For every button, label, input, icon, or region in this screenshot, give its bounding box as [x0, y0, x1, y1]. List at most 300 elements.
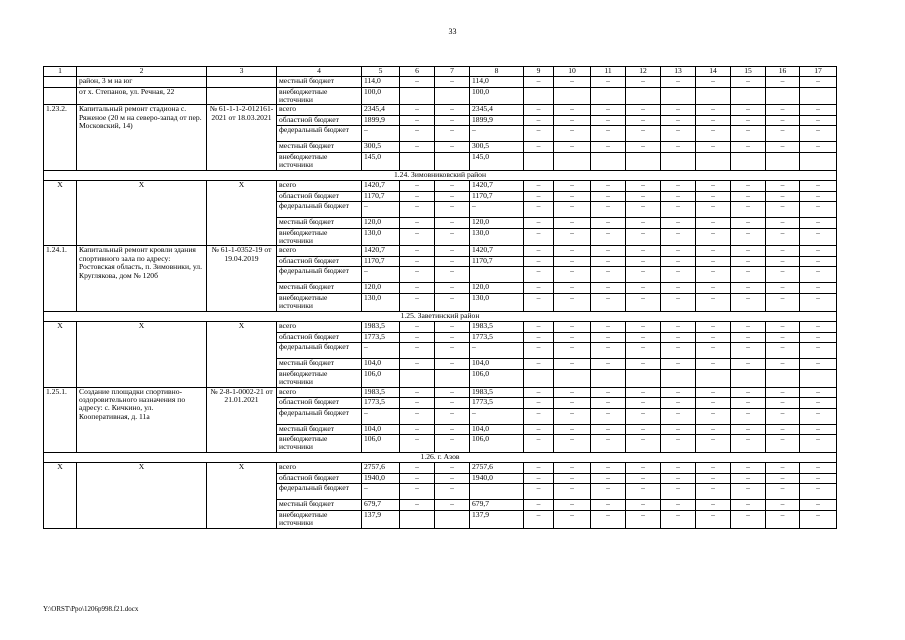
- value-cell: –: [661, 202, 696, 218]
- value-cell: –: [554, 142, 591, 153]
- permit-number: Х: [207, 463, 277, 528]
- value-cell: –: [696, 510, 731, 528]
- section-title: 1.26. г. Азов: [44, 452, 837, 463]
- value-cell: –: [731, 408, 766, 424]
- value-cell: –: [766, 510, 800, 528]
- col-header: 1: [44, 67, 77, 77]
- funding-source: внебюджетные источники: [277, 228, 362, 246]
- value-cell: –: [524, 246, 554, 257]
- funding-source: местный бюджет: [277, 142, 362, 153]
- value-cell: –: [731, 510, 766, 528]
- value-cell: –: [400, 77, 435, 88]
- value-cell: –: [524, 267, 554, 283]
- value-cell: –: [661, 228, 696, 246]
- value-cell: –: [626, 77, 661, 88]
- value-cell: –: [591, 126, 626, 142]
- value-cell: –: [626, 115, 661, 126]
- value-cell: 104,0: [470, 424, 524, 435]
- value-cell: [661, 87, 696, 105]
- value-cell: –: [696, 115, 731, 126]
- value-cell: [626, 152, 661, 170]
- value-cell: –: [435, 408, 470, 424]
- value-cell: –: [524, 343, 554, 359]
- value-cell: –: [400, 484, 435, 500]
- value-cell: –: [766, 191, 800, 202]
- value-cell: –: [524, 126, 554, 142]
- value-cell: –: [696, 267, 731, 283]
- value-cell: 2345,4: [470, 105, 524, 116]
- value-cell: 120,0: [362, 283, 400, 294]
- value-cell: –: [400, 332, 435, 343]
- value-cell: [661, 369, 696, 387]
- value-cell: –: [800, 332, 837, 343]
- value-cell: 145,0: [362, 152, 400, 170]
- value-cell: –: [470, 202, 524, 218]
- section-title: 1.24. Зимовниковский район: [44, 170, 837, 181]
- value-cell: –: [591, 191, 626, 202]
- value-cell: –: [731, 463, 766, 474]
- value-cell: –: [591, 500, 626, 511]
- value-cell: –: [696, 191, 731, 202]
- item-name: район, 3 м на юг: [77, 77, 207, 88]
- value-cell: –: [696, 398, 731, 409]
- value-cell: –: [591, 510, 626, 528]
- value-cell: [400, 152, 435, 170]
- value-cell: 106,0: [362, 369, 400, 387]
- value-cell: 104,0: [470, 359, 524, 370]
- value-cell: –: [661, 332, 696, 343]
- value-cell: –: [626, 293, 661, 311]
- value-cell: –: [766, 500, 800, 511]
- value-cell: –: [661, 343, 696, 359]
- funding-source: федеральный бюджет: [277, 202, 362, 218]
- value-cell: –: [554, 387, 591, 398]
- value-cell: –: [435, 322, 470, 333]
- table-row: [44, 463, 837, 474]
- value-cell: –: [696, 473, 731, 484]
- value-cell: –: [524, 202, 554, 218]
- value-cell: 1773,5: [362, 398, 400, 409]
- value-cell: 130,0: [470, 293, 524, 311]
- value-cell: –: [661, 181, 696, 192]
- value-cell: –: [435, 343, 470, 359]
- value-cell: –: [766, 218, 800, 229]
- value-cell: 145,0: [470, 152, 524, 170]
- value-cell: –: [400, 424, 435, 435]
- value-cell: –: [435, 332, 470, 343]
- value-cell: –: [626, 484, 661, 500]
- value-cell: –: [696, 500, 731, 511]
- funding-source: областной бюджет: [277, 115, 362, 126]
- value-cell: –: [800, 343, 837, 359]
- value-cell: 130,0: [362, 228, 400, 246]
- value-cell: [435, 87, 470, 105]
- value-cell: –: [661, 267, 696, 283]
- value-cell: –: [766, 77, 800, 88]
- value-cell: –: [524, 322, 554, 333]
- value-cell: 1773,5: [362, 332, 400, 343]
- value-cell: 1983,5: [362, 387, 400, 398]
- value-cell: –: [626, 343, 661, 359]
- funding-source: федеральный бюджет: [277, 484, 362, 500]
- value-cell: –: [435, 256, 470, 267]
- value-cell: –: [766, 142, 800, 153]
- value-cell: 1170,7: [362, 256, 400, 267]
- value-cell: –: [731, 105, 766, 116]
- value-cell: 120,0: [470, 283, 524, 294]
- value-cell: –: [766, 126, 800, 142]
- value-cell: [554, 369, 591, 387]
- value-cell: [524, 87, 554, 105]
- permit-number: [207, 77, 277, 88]
- value-cell: –: [591, 202, 626, 218]
- value-cell: –: [696, 142, 731, 153]
- value-cell: –: [362, 267, 400, 283]
- value-cell: –: [661, 105, 696, 116]
- value-cell: –: [766, 398, 800, 409]
- value-cell: 1899,9: [470, 115, 524, 126]
- funding-source: внебюджетные источники: [277, 369, 362, 387]
- value-cell: 1773,5: [470, 398, 524, 409]
- value-cell: –: [400, 463, 435, 474]
- value-cell: –: [731, 293, 766, 311]
- value-cell: –: [800, 267, 837, 283]
- value-cell: –: [554, 246, 591, 257]
- value-cell: –: [626, 424, 661, 435]
- value-cell: –: [554, 500, 591, 511]
- page-number: 33: [448, 27, 457, 36]
- value-cell: –: [435, 246, 470, 257]
- value-cell: [554, 87, 591, 105]
- value-cell: 106,0: [470, 435, 524, 453]
- value-cell: –: [696, 181, 731, 192]
- value-cell: 130,0: [362, 293, 400, 311]
- value-cell: –: [766, 408, 800, 424]
- table-row: [44, 77, 837, 88]
- value-cell: –: [766, 424, 800, 435]
- value-cell: –: [661, 359, 696, 370]
- value-cell: [696, 87, 731, 105]
- value-cell: [470, 267, 524, 283]
- item-name: Создание площадки спортивно-оздоровительного назначения по адресу: с. Кичкино, ул. Кооперативная, д. 11а: [77, 387, 207, 452]
- value-cell: –: [696, 77, 731, 88]
- value-cell: –: [766, 246, 800, 257]
- value-cell: –: [766, 322, 800, 333]
- value-cell: –: [731, 424, 766, 435]
- value-cell: –: [696, 105, 731, 116]
- value-cell: 137,9: [470, 510, 524, 528]
- value-cell: –: [696, 283, 731, 294]
- funding-source: местный бюджет: [277, 500, 362, 511]
- value-cell: 1940,0: [470, 473, 524, 484]
- value-cell: –: [731, 115, 766, 126]
- value-cell: –: [661, 435, 696, 453]
- value-cell: –: [800, 191, 837, 202]
- value-cell: –: [591, 218, 626, 229]
- value-cell: –: [731, 77, 766, 88]
- col-header: 13: [661, 67, 696, 77]
- funding-source: внебюджетные источники: [277, 87, 362, 105]
- value-cell: –: [766, 463, 800, 474]
- value-cell: –: [591, 359, 626, 370]
- value-cell: 300,5: [362, 142, 400, 153]
- value-cell: –: [524, 435, 554, 453]
- item-number: Х: [44, 181, 77, 246]
- value-cell: –: [524, 463, 554, 474]
- value-cell: –: [400, 142, 435, 153]
- table-row: [44, 322, 837, 333]
- value-cell: –: [626, 359, 661, 370]
- value-cell: [661, 152, 696, 170]
- col-header: 4: [277, 67, 362, 77]
- col-header: 6: [400, 67, 435, 77]
- value-cell: –: [661, 77, 696, 88]
- value-cell: –: [524, 293, 554, 311]
- value-cell: [731, 87, 766, 105]
- value-cell: –: [524, 228, 554, 246]
- value-cell: –: [524, 181, 554, 192]
- value-cell: 1420,7: [470, 181, 524, 192]
- value-cell: –: [524, 142, 554, 153]
- value-cell: –: [435, 359, 470, 370]
- value-cell: 1170,7: [362, 191, 400, 202]
- funding-source: всего: [277, 246, 362, 257]
- value-cell: –: [435, 463, 470, 474]
- value-cell: –: [435, 126, 470, 142]
- funding-source: областной бюджет: [277, 191, 362, 202]
- value-cell: –: [524, 484, 554, 500]
- value-cell: –: [696, 343, 731, 359]
- permit-number: № 61-1-1-2-012161-2021 от 18.03.2021: [207, 105, 277, 170]
- value-cell: 1420,7: [362, 181, 400, 192]
- value-cell: –: [800, 424, 837, 435]
- value-cell: –: [400, 267, 435, 283]
- value-cell: –: [800, 293, 837, 311]
- value-cell: –: [554, 218, 591, 229]
- value-cell: –: [591, 228, 626, 246]
- value-cell: –: [362, 484, 400, 500]
- value-cell: [696, 369, 731, 387]
- value-cell: –: [435, 293, 470, 311]
- funding-source: областной бюджет: [277, 398, 362, 409]
- value-cell: –: [524, 115, 554, 126]
- value-cell: –: [766, 202, 800, 218]
- value-cell: –: [435, 484, 470, 500]
- value-cell: –: [554, 126, 591, 142]
- value-cell: –: [362, 202, 400, 218]
- value-cell: –: [400, 126, 435, 142]
- value-cell: –: [554, 398, 591, 409]
- value-cell: 104,0: [362, 424, 400, 435]
- value-cell: –: [661, 463, 696, 474]
- table-row: [44, 105, 837, 116]
- value-cell: –: [435, 105, 470, 116]
- value-cell: –: [661, 500, 696, 511]
- value-cell: 137,9: [362, 510, 400, 528]
- table-row: [44, 246, 837, 257]
- value-cell: 114,0: [470, 77, 524, 88]
- value-cell: –: [800, 510, 837, 528]
- value-cell: –: [661, 256, 696, 267]
- value-cell: –: [591, 387, 626, 398]
- value-cell: –: [400, 202, 435, 218]
- value-cell: –: [661, 293, 696, 311]
- permit-number: Х: [207, 181, 277, 246]
- value-cell: –: [554, 105, 591, 116]
- value-cell: –: [400, 473, 435, 484]
- value-cell: 1983,5: [470, 322, 524, 333]
- value-cell: –: [524, 77, 554, 88]
- value-cell: –: [696, 359, 731, 370]
- value-cell: 300,5: [470, 142, 524, 153]
- value-cell: [554, 152, 591, 170]
- value-cell: –: [696, 218, 731, 229]
- item-number: Х: [44, 322, 77, 387]
- value-cell: –: [766, 473, 800, 484]
- item-number: [44, 87, 77, 105]
- value-cell: –: [435, 181, 470, 192]
- value-cell: –: [400, 343, 435, 359]
- value-cell: –: [626, 332, 661, 343]
- value-cell: 1983,5: [362, 322, 400, 333]
- value-cell: –: [731, 202, 766, 218]
- value-cell: –: [554, 77, 591, 88]
- value-cell: –: [626, 283, 661, 294]
- value-cell: –: [800, 322, 837, 333]
- value-cell: 106,0: [362, 435, 400, 453]
- value-cell: –: [400, 435, 435, 453]
- value-cell: –: [800, 463, 837, 474]
- value-cell: –: [696, 332, 731, 343]
- value-cell: –: [661, 398, 696, 409]
- funding-source: внебюджетные источники: [277, 152, 362, 170]
- value-cell: –: [591, 473, 626, 484]
- value-cell: –: [524, 283, 554, 294]
- value-cell: –: [696, 408, 731, 424]
- col-header: 3: [207, 67, 277, 77]
- value-cell: –: [554, 267, 591, 283]
- value-cell: –: [400, 218, 435, 229]
- value-cell: [524, 152, 554, 170]
- value-cell: –: [661, 408, 696, 424]
- value-cell: –: [554, 343, 591, 359]
- col-header: 12: [626, 67, 661, 77]
- value-cell: –: [766, 435, 800, 453]
- value-cell: –: [800, 115, 837, 126]
- value-cell: –: [554, 332, 591, 343]
- value-cell: –: [626, 322, 661, 333]
- value-cell: –: [800, 142, 837, 153]
- value-cell: –: [435, 191, 470, 202]
- value-cell: –: [766, 359, 800, 370]
- value-cell: –: [435, 435, 470, 453]
- value-cell: –: [696, 387, 731, 398]
- value-cell: –: [554, 202, 591, 218]
- funding-source: всего: [277, 463, 362, 474]
- value-cell: 130,0: [470, 228, 524, 246]
- value-cell: –: [766, 293, 800, 311]
- funding-source: федеральный бюджет: [277, 408, 362, 424]
- value-cell: –: [524, 424, 554, 435]
- value-cell: –: [626, 435, 661, 453]
- value-cell: –: [731, 500, 766, 511]
- value-cell: –: [435, 202, 470, 218]
- funding-source: внебюджетные источники: [277, 510, 362, 528]
- permit-number: № 2-8-1-0002-21 от 21.01.2021: [207, 387, 277, 452]
- value-cell: [731, 369, 766, 387]
- value-cell: –: [766, 283, 800, 294]
- value-cell: –: [731, 343, 766, 359]
- value-cell: –: [400, 387, 435, 398]
- value-cell: [766, 87, 800, 105]
- value-cell: –: [800, 105, 837, 116]
- value-cell: –: [524, 105, 554, 116]
- value-cell: –: [591, 77, 626, 88]
- value-cell: –: [731, 332, 766, 343]
- value-cell: –: [731, 435, 766, 453]
- value-cell: –: [800, 77, 837, 88]
- value-cell: –: [591, 256, 626, 267]
- value-cell: –: [766, 343, 800, 359]
- value-cell: –: [626, 202, 661, 218]
- value-cell: –: [362, 126, 400, 142]
- value-cell: –: [435, 473, 470, 484]
- item-name: Капитальный ремонт кровли здания спортивного зала по адресу: Ростовская область, п. Зимовники, ул. Круглякова, дом № 120б: [77, 246, 207, 311]
- value-cell: –: [554, 424, 591, 435]
- value-cell: –: [696, 435, 731, 453]
- value-cell: –: [591, 322, 626, 333]
- section-row: [44, 452, 837, 463]
- value-cell: –: [661, 510, 696, 528]
- item-name: Х: [77, 181, 207, 246]
- value-cell: –: [400, 408, 435, 424]
- value-cell: 120,0: [470, 218, 524, 229]
- value-cell: [800, 87, 837, 105]
- section-title: 1.25. Заветинский район: [44, 311, 837, 322]
- value-cell: –: [800, 398, 837, 409]
- value-cell: –: [626, 408, 661, 424]
- col-header: 14: [696, 67, 731, 77]
- funding-source: областной бюджет: [277, 473, 362, 484]
- item-name: от х. Степанов, ул. Речная, 22: [77, 87, 207, 105]
- value-cell: –: [661, 191, 696, 202]
- value-cell: 2345,4: [362, 105, 400, 116]
- value-cell: –: [766, 484, 800, 500]
- value-cell: 1773,5: [470, 332, 524, 343]
- value-cell: –: [626, 267, 661, 283]
- value-cell: [435, 152, 470, 170]
- value-cell: –: [766, 115, 800, 126]
- value-cell: –: [800, 435, 837, 453]
- value-cell: –: [661, 473, 696, 484]
- value-cell: –: [696, 228, 731, 246]
- col-header: 9: [524, 67, 554, 77]
- col-header: 15: [731, 67, 766, 77]
- value-cell: –: [626, 256, 661, 267]
- value-cell: –: [524, 191, 554, 202]
- section-row: [44, 311, 837, 322]
- value-cell: –: [626, 126, 661, 142]
- value-cell: –: [661, 424, 696, 435]
- value-cell: –: [400, 293, 435, 311]
- value-cell: [731, 152, 766, 170]
- table-row: [44, 181, 837, 192]
- col-header: 8: [470, 67, 524, 77]
- value-cell: –: [661, 322, 696, 333]
- value-cell: [800, 152, 837, 170]
- col-header: 2: [77, 67, 207, 77]
- value-cell: –: [661, 142, 696, 153]
